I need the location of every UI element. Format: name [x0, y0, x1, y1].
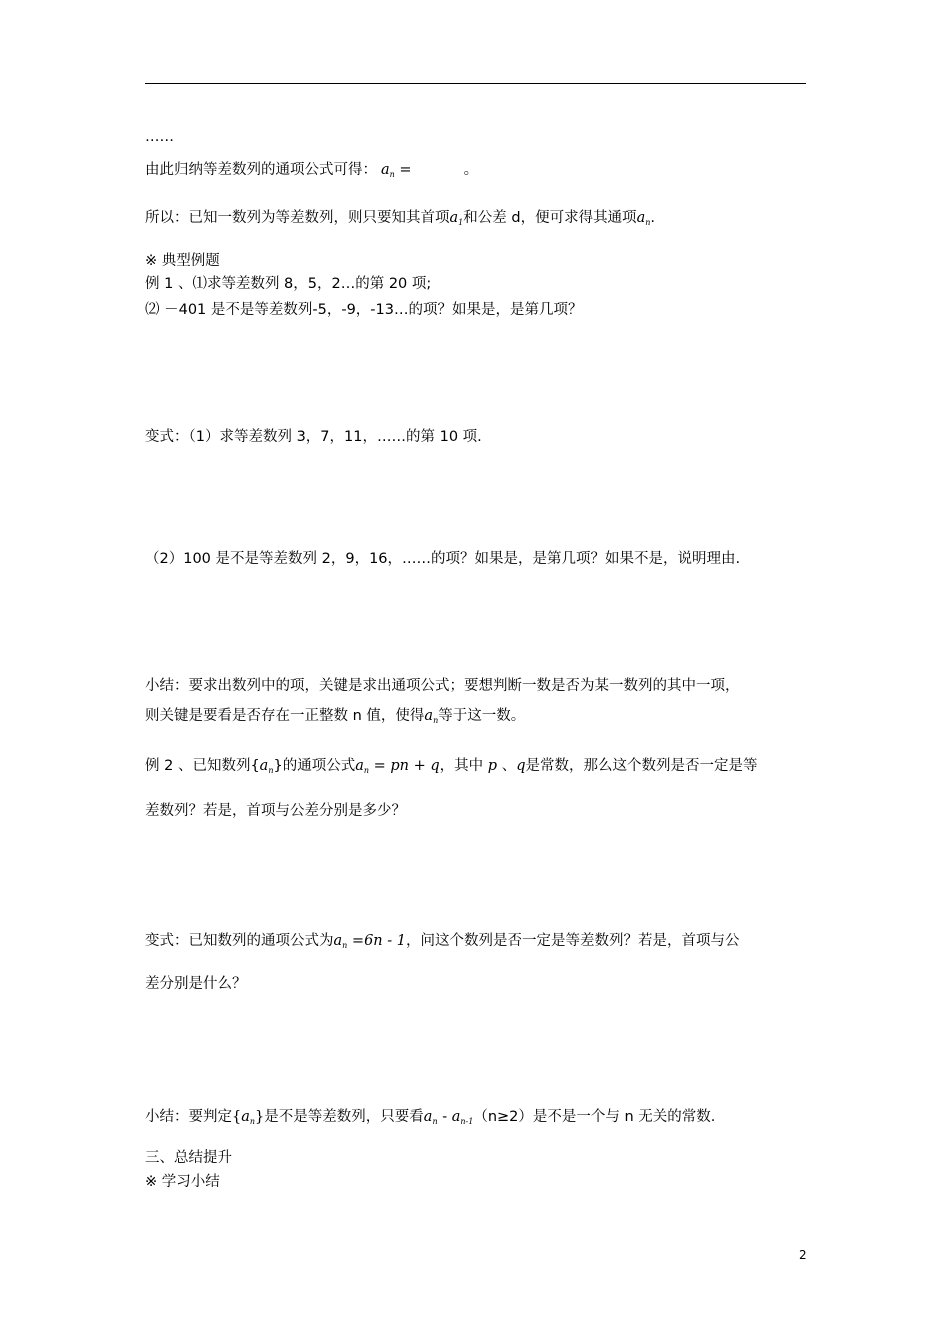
variant1-q2: （2）100 是不是等差数列 2，9，16，……的项？如果是，是第几项？如果不是，说明理由.	[145, 551, 741, 567]
summary1-an-base: a	[424, 708, 434, 724]
general-term-text: 由此归纳等差数列的通项公式可得：	[145, 162, 377, 178]
formula-an-2-sub: n	[645, 218, 651, 227]
first-term-text-a: 所以：已知一数列为等差数列，则只要知其首项	[145, 210, 450, 226]
variant2-formula	[334, 931, 407, 956]
header-rule	[145, 83, 806, 84]
summary1-line-a: 小结：要求出数列中的项，关键是求出通项公式；要想判断一数是否为某一数列的其中一项，	[145, 678, 740, 694]
summary2-minus: -	[437, 1109, 452, 1125]
ex2-formula-sub: n	[363, 766, 370, 775]
ex2-mid1: }的通项公式	[273, 758, 356, 774]
summary2-set-base: a	[241, 1109, 250, 1125]
ex2-seq-base: a	[259, 758, 269, 774]
variant2-line2: 差分别是什么？	[145, 976, 247, 992]
summary2-pre: 小结：要判定	[145, 1109, 232, 1125]
general-term-line	[145, 160, 478, 185]
summary2-set-close: }	[255, 1109, 265, 1125]
variant2-formula-rest: 6n - 1	[364, 933, 406, 949]
summary2-d1-sub: n	[432, 1117, 438, 1126]
study-summary-title: ※ 学习小结	[145, 1174, 220, 1190]
formula-a1-sub: 1	[458, 218, 464, 227]
summary1-post: 等于这一数。	[438, 708, 526, 724]
variant2-post: ，问这个数列是否一定是等差数列？若是，首项与公	[406, 933, 740, 949]
summary2-post: （n≥2）是不是一个与 n 无关的常数.	[473, 1109, 716, 1125]
ex2-pre: 例 2 、已知数列{	[145, 758, 260, 774]
example2-line1	[145, 756, 757, 781]
summary2-line	[145, 1107, 715, 1132]
ex2-formula	[355, 756, 439, 781]
page-number: 2	[799, 1248, 807, 1262]
variant1-q1: 变式：（1）求等差数列 3，7，11，……的第 10 项.	[145, 429, 482, 445]
first-term-text-b: 和公差 d，便可求得其通项	[463, 210, 637, 226]
example2-line2: 差数列？若是，首项与公差分别是多少？	[145, 803, 406, 819]
formula-a1	[450, 208, 464, 233]
variant2-formula-base: a	[333, 933, 343, 949]
summary2-d2: a	[451, 1109, 461, 1125]
variant2-formula-eq: =	[347, 933, 365, 949]
summary1-an	[424, 706, 438, 731]
summary2-d1: a	[423, 1109, 433, 1125]
summary2-set	[232, 1107, 264, 1132]
formula-an	[381, 160, 412, 185]
section-title: ※ 典型例题	[145, 253, 220, 269]
ex2-sep: 、	[501, 758, 517, 774]
ex2-formula-base: a	[355, 758, 364, 774]
example1-part1: 例 1 、⑴求等差数列 8，5，2…的第 20 项;	[145, 276, 432, 292]
first-term-end: .	[650, 210, 655, 226]
formula-an-sub: n	[389, 170, 395, 179]
ex2-seq-sub: n	[268, 766, 274, 775]
summary2-set-sub: n	[249, 1117, 256, 1126]
first-term-line	[145, 208, 655, 233]
ex2-seq	[260, 756, 274, 781]
ex2-p: p	[487, 758, 498, 774]
summary2-diff	[424, 1107, 474, 1132]
summary2-d2-sub: n-1	[460, 1117, 474, 1126]
formula-an-2-base: a	[636, 210, 646, 226]
variant2-line1	[145, 931, 740, 956]
ex2-post: 是常数，那么这个数列是否一定是等	[525, 758, 758, 774]
summary1-pre: 则关键是要看是否存在一正整数 n 值，使得	[145, 708, 425, 724]
ex2-q: q	[516, 758, 526, 774]
variant2-formula-sub: n	[342, 941, 348, 950]
summary2-set-open: {	[232, 1109, 242, 1125]
summary2-mid: 是不是等差数列，只要看	[264, 1109, 424, 1125]
ex2-mid2: ，其中	[439, 758, 484, 774]
formula-an-base: a	[381, 162, 390, 178]
ex2-formula-rest: = pn + q	[369, 758, 440, 774]
example1-part2: ⑵ －401 是不是等差数列-5，-9，-13…的项？如果是，是第几项？	[145, 302, 583, 318]
blank-end: 。	[463, 162, 479, 178]
formula-eq: =	[399, 162, 412, 178]
section3-title: 三、总结提升	[145, 1150, 232, 1166]
ellipsis: ……	[145, 129, 174, 145]
variant2-pre: 变式：已知数列的通项公式为	[145, 933, 334, 949]
formula-an-2	[637, 208, 651, 233]
formula-a1-base: a	[449, 210, 459, 226]
summary1-an-sub: n	[433, 716, 439, 725]
summary1-line-b	[145, 706, 525, 731]
